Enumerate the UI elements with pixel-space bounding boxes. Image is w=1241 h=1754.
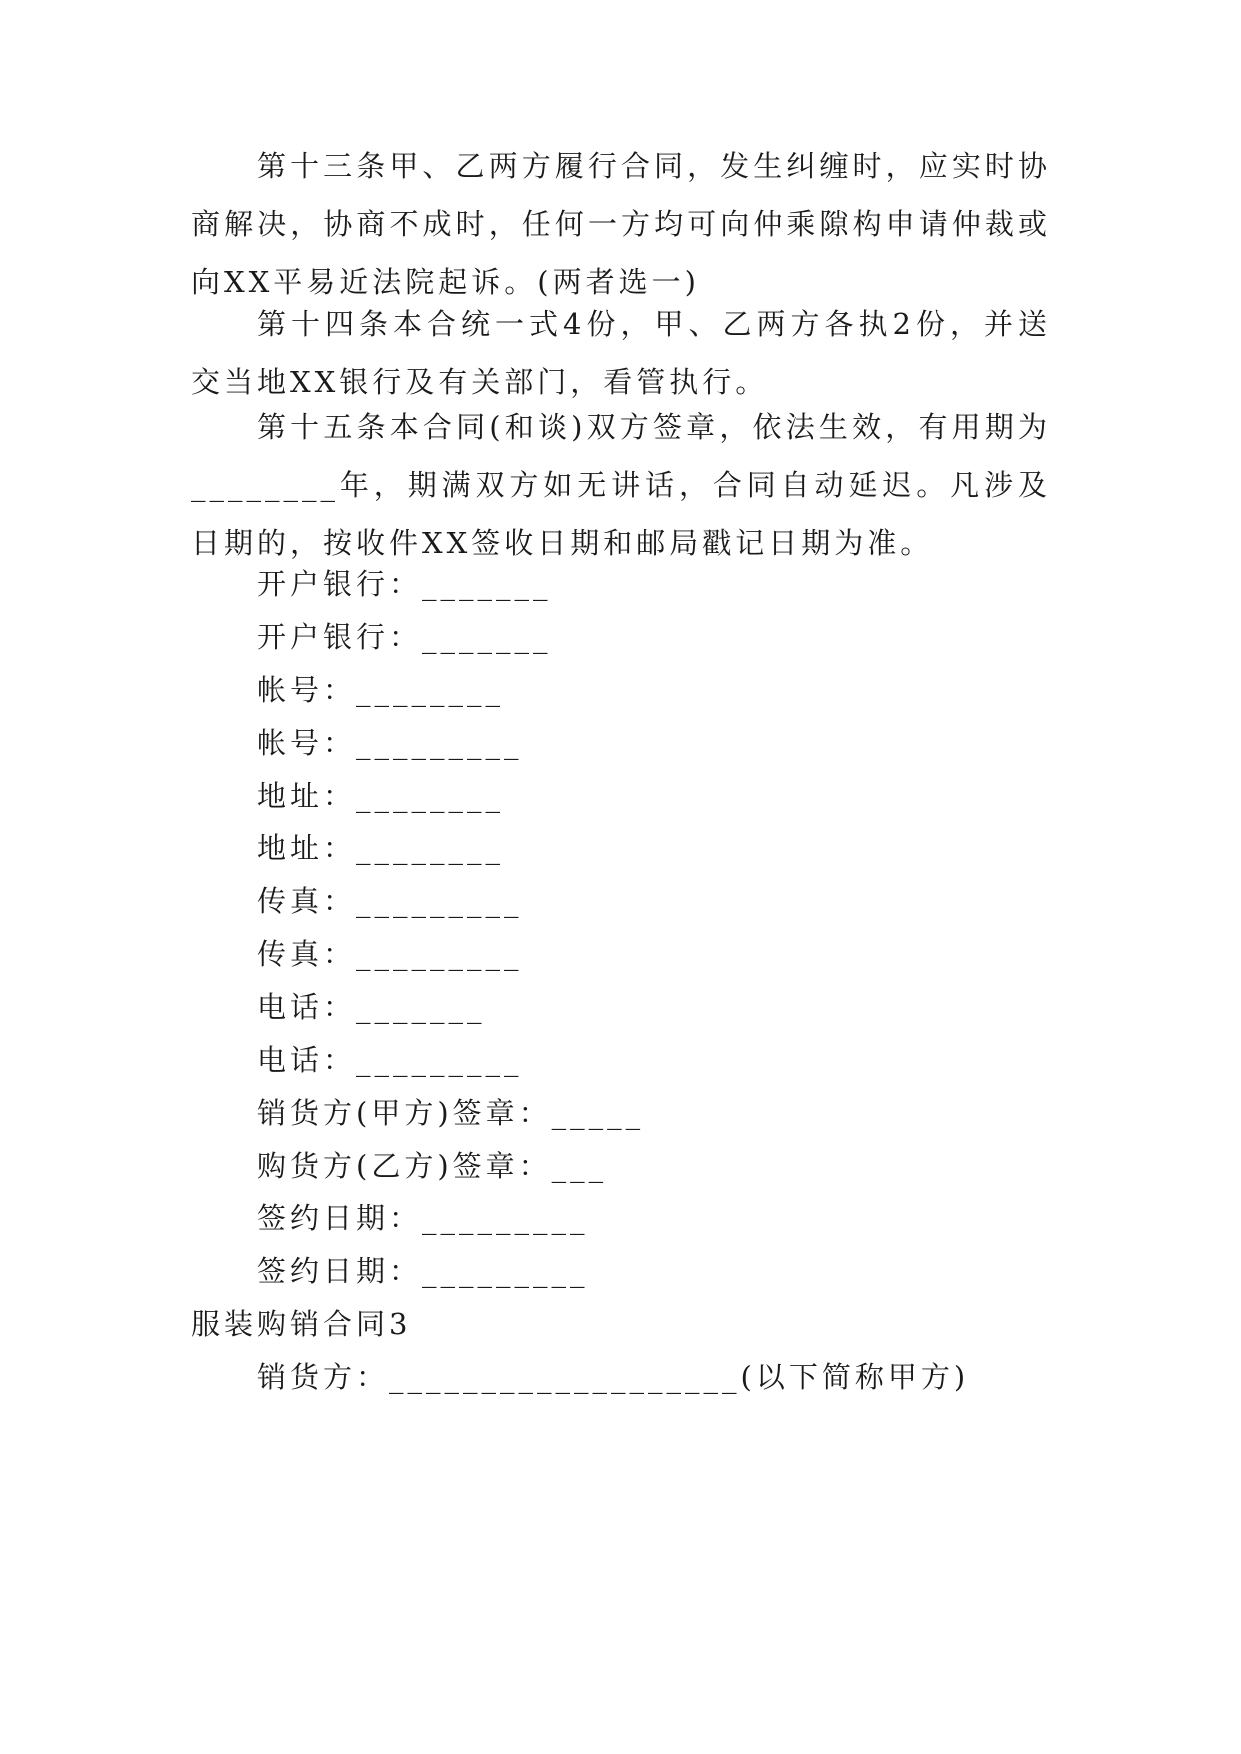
field-sign-date-2: 签约日期：_________ bbox=[257, 1254, 589, 1288]
contract-heading: 服装购销合同3 bbox=[191, 1307, 412, 1341]
clause-13-paragraph: 第十三条甲、乙两方履行合同，发生纠缠时，应实时协商解决，协商不成时，任何一方均可向仲乘隙构申请仲裁或向XX平易近法院起诉。(两者选一) bbox=[191, 149, 1051, 299]
field-account-2: 帐号：_________ bbox=[257, 726, 523, 760]
clause-15-paragraph: 第十五条本合同(和谈)双方签章，依法生效，有用期为________年，期满双方如无讲话，合同自动延迟。凡涉及日期的，按收件XX签收日期和邮局戳记日期为准。 bbox=[191, 410, 1051, 560]
field-address-1: 地址：________ bbox=[257, 779, 505, 813]
field-address-2: 地址：________ bbox=[257, 831, 505, 865]
clause-14-paragraph: 第十四条本合统一式4份，甲、乙两方各执2份，并送交当地XX银行及有关部门，看管执行。 bbox=[191, 307, 1051, 399]
field-fax-1: 传真：_________ bbox=[257, 884, 523, 918]
field-bank-2: 开户银行：_______ bbox=[257, 620, 552, 654]
seller-line: 销货方：___________________(以下简称甲方) bbox=[257, 1360, 970, 1394]
field-phone-1: 电话：_______ bbox=[257, 990, 486, 1024]
field-seller-signature: 销货方(甲方)签章：_____ bbox=[257, 1096, 645, 1130]
field-bank-1: 开户银行：_______ bbox=[257, 567, 552, 601]
field-fax-2: 传真：_________ bbox=[257, 937, 523, 971]
field-buyer-signature: 购货方(乙方)签章：___ bbox=[257, 1149, 608, 1183]
field-account-1: 帐号：________ bbox=[257, 673, 505, 707]
field-sign-date-1: 签约日期：_________ bbox=[257, 1201, 589, 1235]
field-phone-2: 电话：_________ bbox=[257, 1043, 523, 1077]
